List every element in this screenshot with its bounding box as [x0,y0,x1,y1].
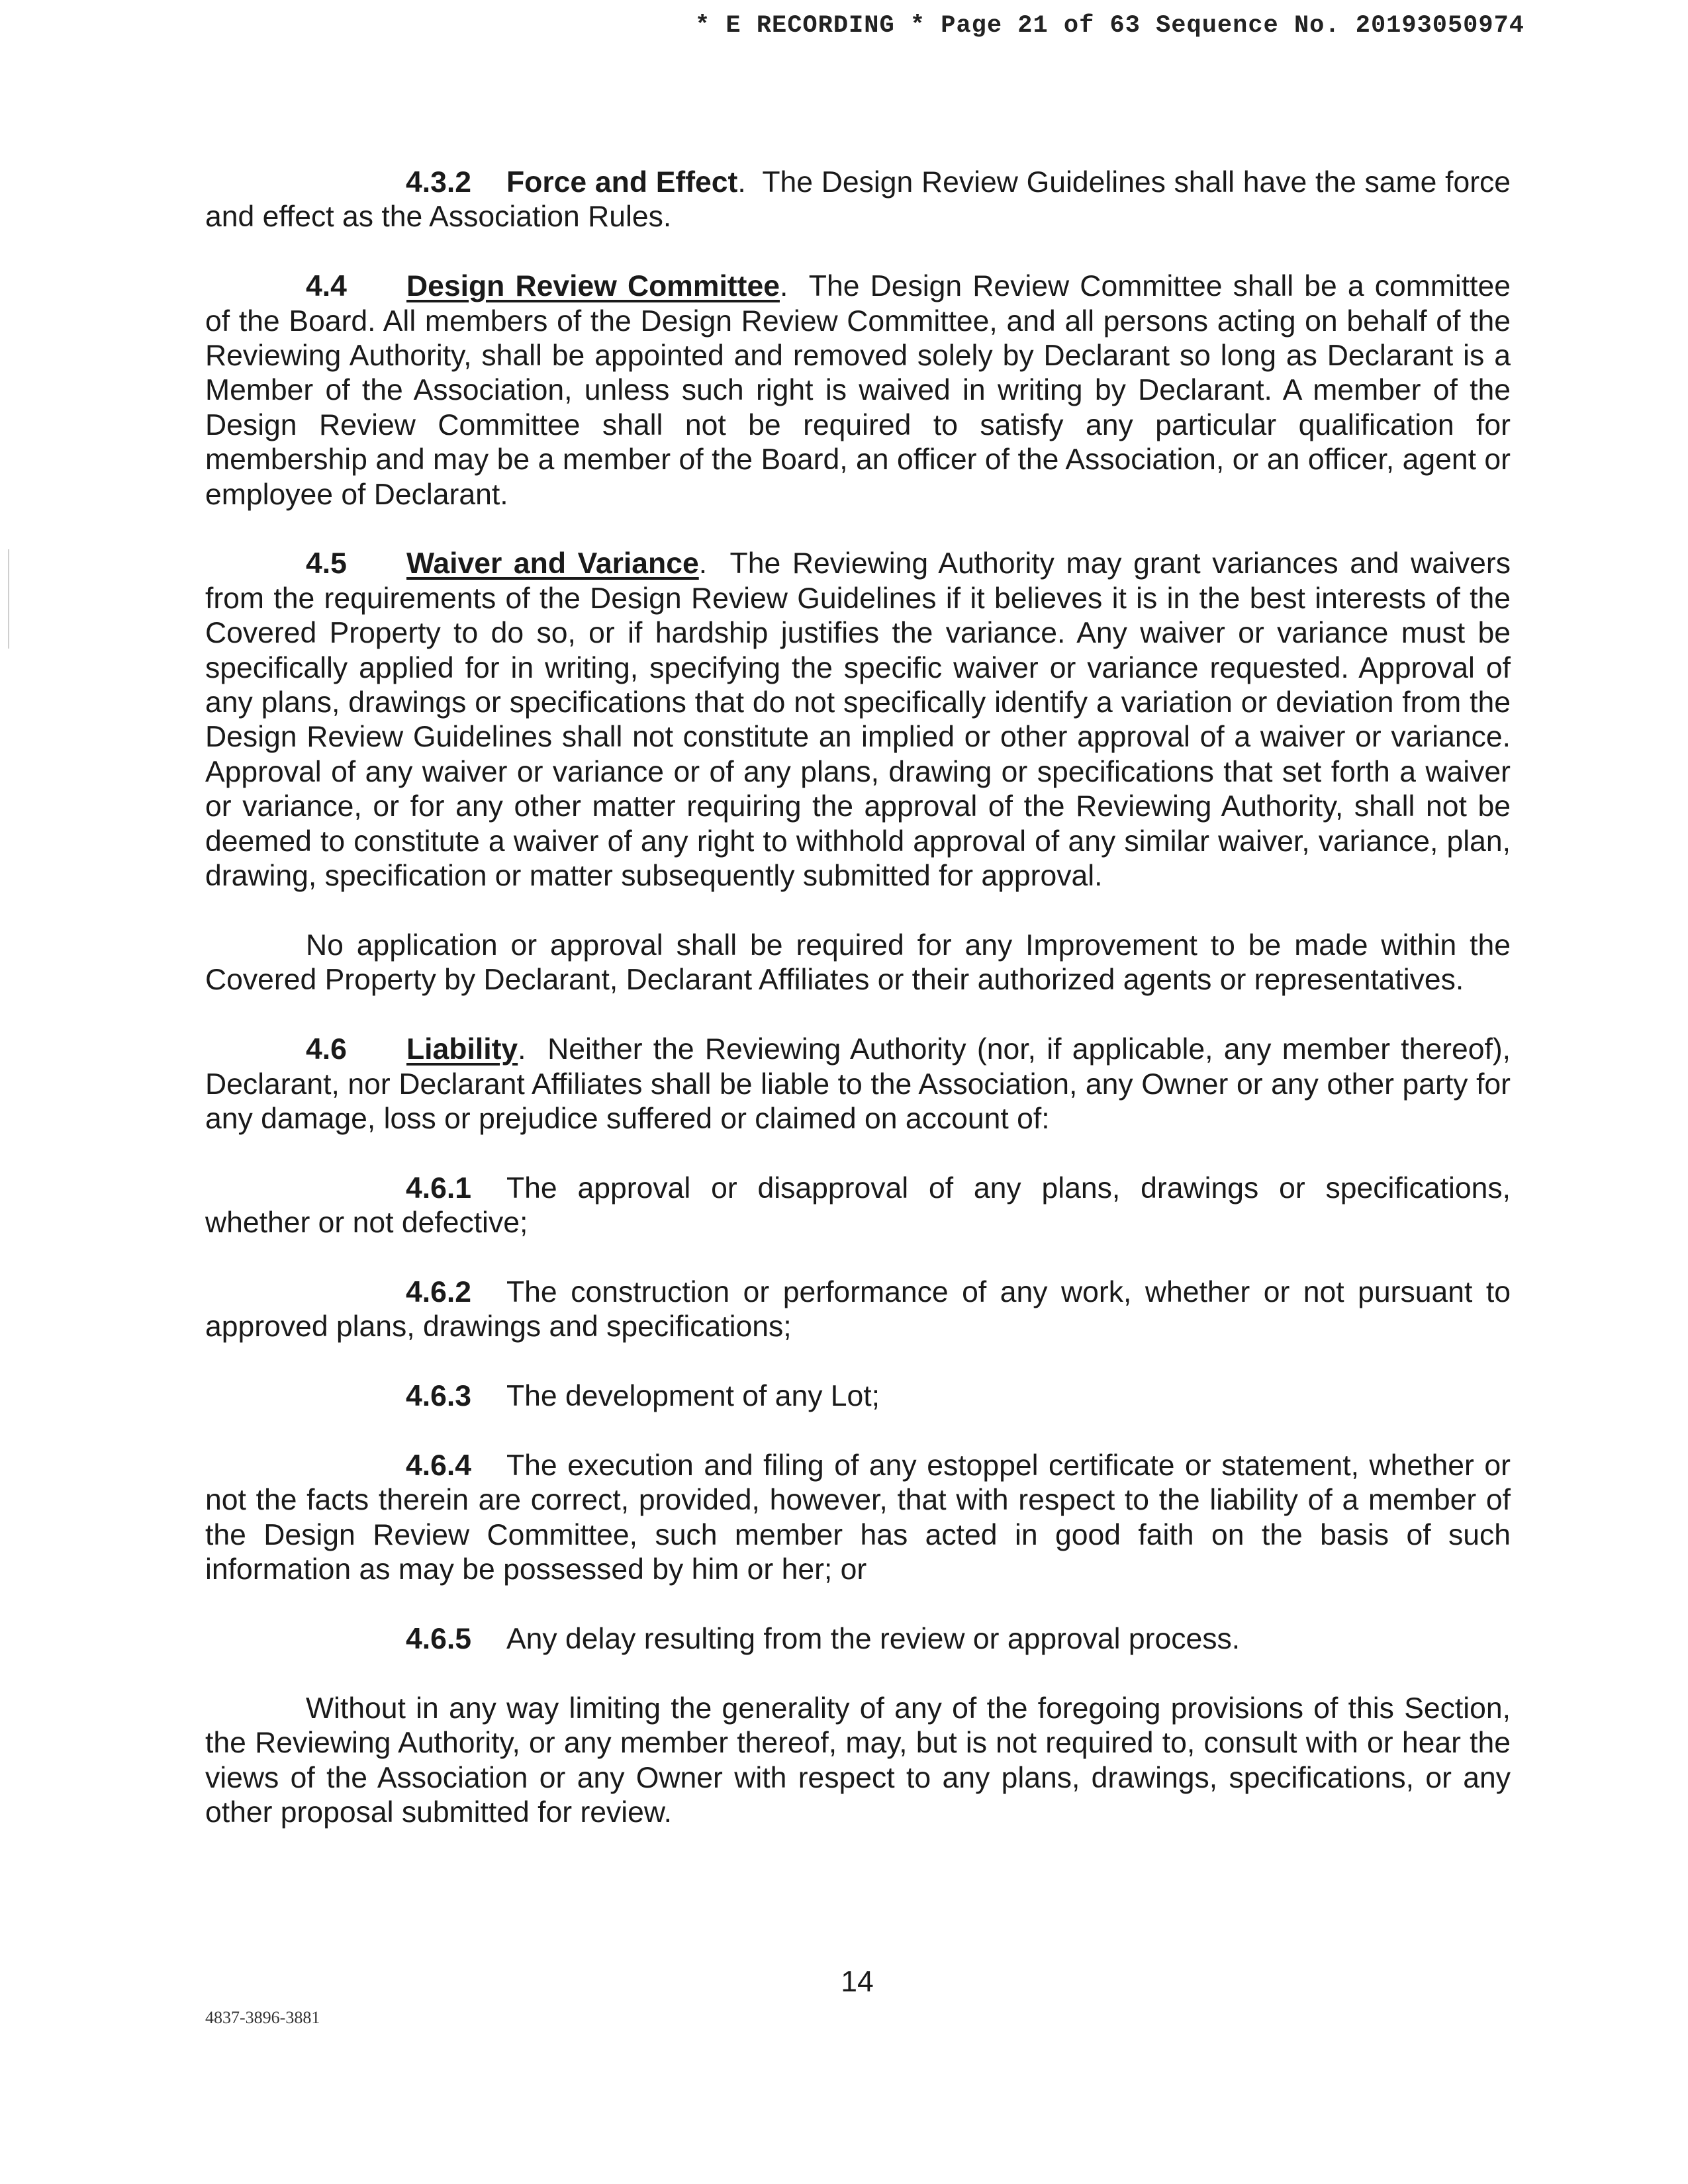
section-4-6: 4.6 Liability. Neither the Reviewing Authority (nor, if applicable, any member thereof), Declarant, nor Declarant Affiliates shall be liable to the Association, any Owner or any other party for any damage, loss or prejudice suffered or claimed on account of: [205,1033,1511,1135]
section-text: The Reviewing Authority may grant variances and waivers from the requirements of the Design Review Guidelines if it believes it is in the best interests of the Covered Property to do so, or if hardship justifies the variance. Any waiver or variance must be specifically applied for in writing, specifying the specific waiver or variance requested. Approval of any plans, drawings or specifications that do not specifically identify a variation or deviation from the Design Review Guidelines shall not constitute an implied or other approval of a waiver or variance. Approval of any waiver or variance or of any plans, drawing or specifications that set forth a waiver or variance, or for any other matter requiring the approval of the Reviewing Authority, shall not be deemed to constitute a waiver of any right to withhold approval of any similar waiver, variance, plan, drawing, specification or matter subsequently submitted for approval. [205,547,1511,893]
section-number: 4.4 [306,270,347,303]
page-number: 14 [841,1966,874,1998]
section-number: 4.3.2 [406,166,471,199]
document-id: 4837-3896-3881 [205,2008,320,2027]
recording-header: * E RECORDING * Page 21 of 63 Sequence No. 20193050974 [695,12,1524,40]
section-heading: Liability [406,1033,518,1066]
section-number: 4.5 [306,547,347,580]
section-heading: Waiver and Variance [406,547,699,580]
section-text: The development of any Lot; [506,1380,880,1413]
section-4-6-3 [205,1379,1511,1414]
section-number: 4.6.3 [406,1380,471,1413]
section-number: 4.6.2 [406,1275,471,1308]
section-4-6-closing: Without in any way limiting the generality of any of the foregoing provisions of this Section, the Reviewing Authority, or any member thereof, may, but is not required to, consult with or hear the views of the Association or any Owner with respect to any plans, drawings, specifications, or any other proposal submitted for review. [205,1692,1511,1829]
section-text: The approval or disapproval of any plans, drawings or specifications, whether or not defective; [205,1171,1511,1240]
section-4-4: 4.4 Design Review Committee. The Design Review Committee shall be a committee of the Board. All members of the Design Review Committee, and all persons acting on behalf of the Reviewing Authority, shall be appointed and removed solely by Declarant so long as Declarant is a Member of the Association, unless such right is waived in writing by Declarant. A member of the Design Review Committee shall not be required to satisfy any particular qualification for membership and may be a member of the Board, an officer of the Association, or an officer, agent or employee of Declarant. [205,270,1511,511]
document-body [205,165,1511,1865]
section-4-6-1 [205,1171,1511,1241]
section-4-5-continuation: No application or approval shall be required for any Improvement to be made within the Covered Property by Declarant, Declarant Affiliates or their authorized agents or representatives. [205,929,1511,997]
section-4-6-4 [205,1449,1511,1588]
section-text: The Design Review Guidelines shall have the same force and effect as the Association Rules. [205,166,1511,234]
section-4-6-5 [205,1622,1511,1657]
scan-edge-mark [8,549,9,649]
section-text: The Design Review Committee shall be a committee of the Board. All members of the Design Review Committee, and all persons acting on behalf of the Reviewing Authority, shall be appointed and removed solely by Declarant so long as Declarant is a Member of the Association, unless such right is waived in writing by Declarant. A member of the Design Review Committee shall not be required to satisfy any particular qualification for membership and may be a member of the Board, an officer of the Association, or an officer, agent or employee of Declarant. [205,270,1511,511]
section-text: The execution and filing of any estoppel certificate or statement, whether or not the facts therein are correct, provided, however, that with respect to the liability of a member of the Design Review Committee, such member has acted in good faith on the basis of such information as may be possessed by him or her; or [205,1449,1511,1586]
section-4-3-2: 4.3.2 Force and Effect. The Design Review Guidelines shall have the same force and effect as the Association Rules. [205,166,1511,234]
section-4-5: 4.5 Waiver and Variance. The Reviewing Authority may grant variances and waivers from the requirements of the Design Review Guidelines if it believes it is in the best interests of the Covered Property to do so, or if hardship justifies the variance. Any waiver or variance must be specifically applied for in writing, specifying the specific waiver or variance requested. Approval of any plans, drawings or specifications that do not specifically identify a variation or deviation from the Design Review Guidelines shall not constitute an implied or other approval of a waiver or variance. Approval of any waiver or variance or of any plans, drawing or specifications that set forth a waiver or variance, or for any other matter requiring the approval of the Reviewing Authority, shall not be deemed to constitute a waiver of any right to withhold approval of any similar waiver, variance, plan, drawing, specification or matter subsequently submitted for approval. [205,547,1511,893]
section-text: Any delay resulting from the review or approval process. [506,1622,1241,1655]
section-4-6-2 [205,1275,1511,1345]
section-heading: Force and Effect [506,166,738,199]
section-text: The construction or performance of any work, whether or not pursuant to approved plans, drawings and specifications; [205,1275,1511,1343]
section-text: Neither the Reviewing Authority (nor, if applicable, any member thereof), Declarant, nor Declarant Affiliates shall be liable to the Association, any Owner or any other party for any damage, loss or prejudice suffered or claimed on account of: [205,1033,1511,1135]
section-number: 4.6.1 [406,1171,471,1205]
section-number: 4.6.4 [406,1449,471,1482]
section-number: 4.6 [306,1033,347,1066]
section-heading: Design Review Committee [406,270,780,303]
section-number: 4.6.5 [406,1622,471,1655]
